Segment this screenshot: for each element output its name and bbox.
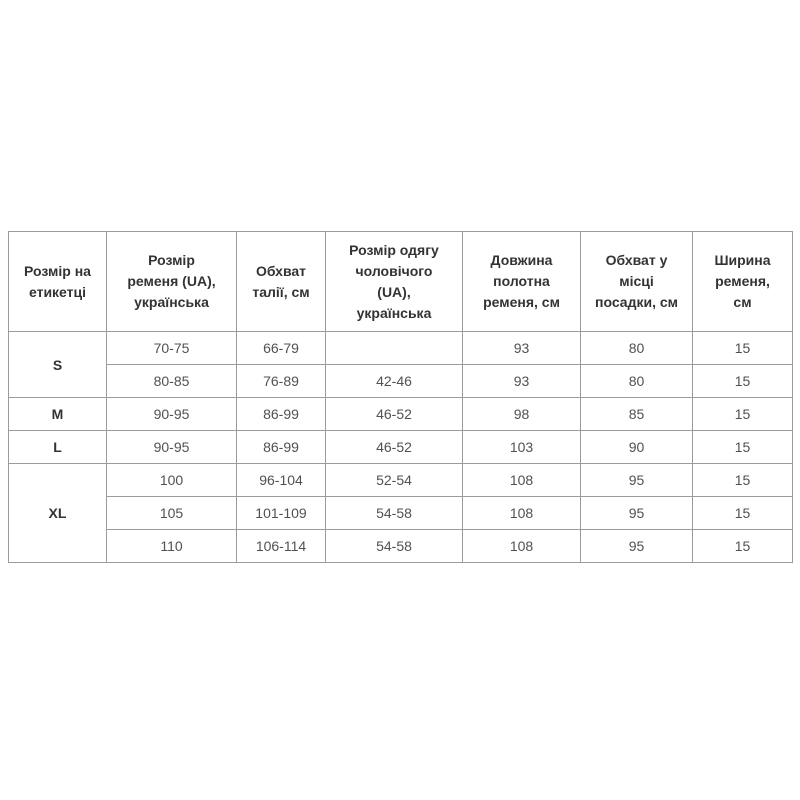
table-cell: 80 (581, 332, 693, 365)
table-cell: 108 (463, 497, 581, 530)
table-row (9, 431, 793, 464)
table-cell: 100 (107, 464, 237, 497)
table-row (9, 530, 793, 563)
column-header-belt-width: Ширина ременя, см (693, 232, 793, 332)
size-label-cell-m: M (9, 398, 107, 431)
table-cell: 95 (581, 497, 693, 530)
table-row (9, 497, 793, 530)
table-cell: 15 (693, 398, 793, 431)
size-label-cell-s: S (9, 332, 107, 398)
table-cell: 46-52 (326, 431, 463, 464)
column-header-clothing-size: Розмір одягу чоловічого (UA), українська (326, 232, 463, 332)
table-cell: 15 (693, 530, 793, 563)
size-label-cell-xl: XL (9, 464, 107, 563)
column-header-belt-length: Довжина полотна ременя, см (463, 232, 581, 332)
table-cell: 103 (463, 431, 581, 464)
table-cell: 98 (463, 398, 581, 431)
table-cell: 108 (463, 530, 581, 563)
table-cell: 46-52 (326, 398, 463, 431)
column-header-waist: Обхват талії, см (237, 232, 326, 332)
table-header-row (9, 232, 793, 332)
table-cell: 90-95 (107, 431, 237, 464)
table-cell: 95 (581, 464, 693, 497)
table-cell: 70-75 (107, 332, 237, 365)
table-row (9, 398, 793, 431)
table-cell: 106-114 (237, 530, 326, 563)
table-row (9, 464, 793, 497)
size-label-cell-l: L (9, 431, 107, 464)
table-cell: 15 (693, 464, 793, 497)
table-cell: 15 (693, 431, 793, 464)
table-cell: 86-99 (237, 431, 326, 464)
column-header-size-label: Розмір на етикетці (9, 232, 107, 332)
table-cell: 85 (581, 398, 693, 431)
table-cell (326, 332, 463, 365)
table-cell: 93 (463, 365, 581, 398)
table-cell: 108 (463, 464, 581, 497)
column-header-belt-size-ua: Розмір ременя (UA), українська (107, 232, 237, 332)
table-cell: 15 (693, 365, 793, 398)
table-row (9, 365, 793, 398)
table-cell: 105 (107, 497, 237, 530)
table-cell: 66-79 (237, 332, 326, 365)
table-cell: 54-58 (326, 530, 463, 563)
table-cell: 15 (693, 497, 793, 530)
table-cell: 90 (581, 431, 693, 464)
table-cell: 80-85 (107, 365, 237, 398)
table-cell: 93 (463, 332, 581, 365)
table-cell: 101-109 (237, 497, 326, 530)
table-cell: 42-46 (326, 365, 463, 398)
table-cell: 15 (693, 332, 793, 365)
table-cell: 86-99 (237, 398, 326, 431)
column-header-fit-circumference: Обхват у місці посадки, см (581, 232, 693, 332)
table-cell: 80 (581, 365, 693, 398)
table-cell: 110 (107, 530, 237, 563)
size-chart-table (8, 231, 793, 563)
table-cell: 95 (581, 530, 693, 563)
table-cell: 54-58 (326, 497, 463, 530)
table-cell: 90-95 (107, 398, 237, 431)
table-cell: 52-54 (326, 464, 463, 497)
table-row (9, 332, 793, 365)
table-cell: 76-89 (237, 365, 326, 398)
table-cell: 96-104 (237, 464, 326, 497)
